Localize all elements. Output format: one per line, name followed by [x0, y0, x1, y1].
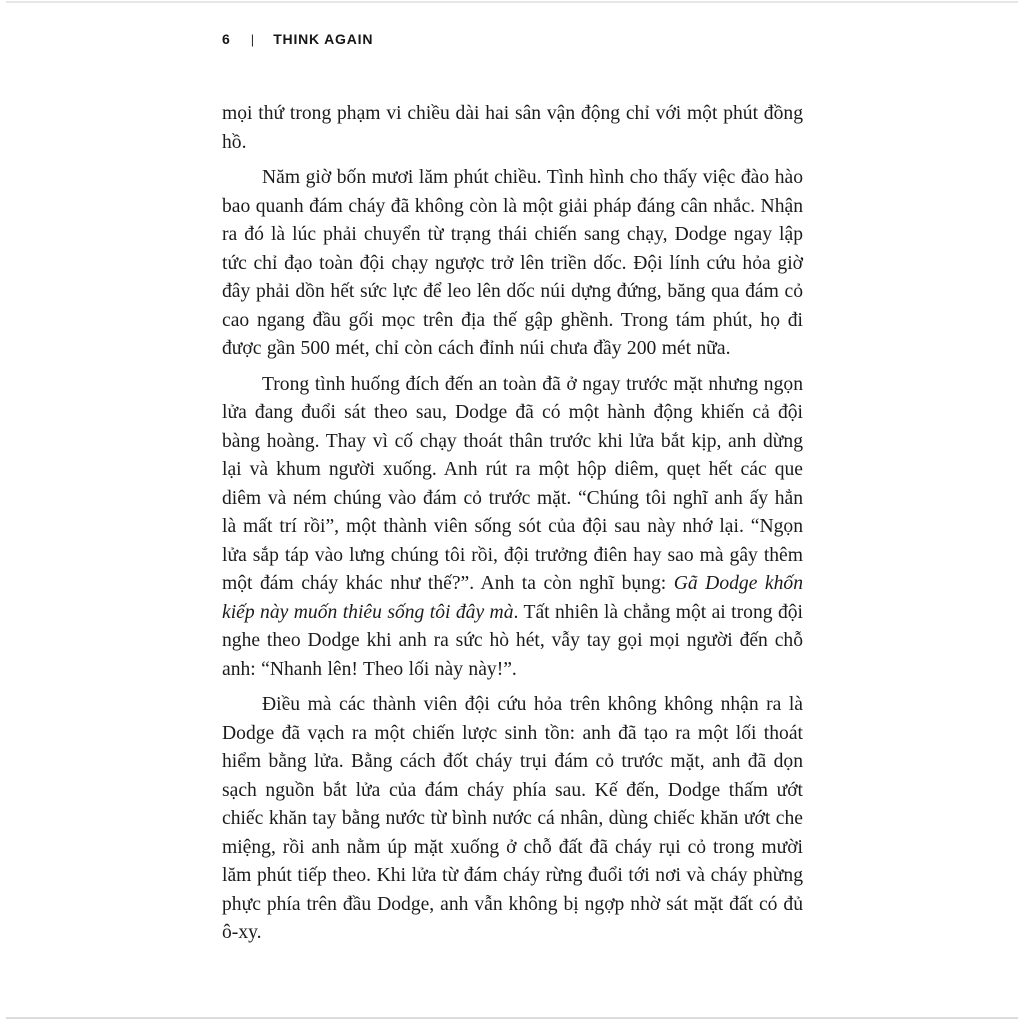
paragraph-text: Trong tình huống đích đến an toàn đã ở ngay trước mặt nhưng ngọn lửa đang đuổi sát theo sau, Dodge đã có một hành động khiến cả đội bàng hoàng. Thay vì cố chạy thoát thân trước khi lửa bắt kịp, anh dừng lại và khum người xuống. Anh rút ra một hộp diêm, quẹt hết các que diêm và ném chúng vào đám cỏ trước mặt. “Chúng tôi nghĩ anh ấy hẳn là mất trí rồi”, một thành viên sống sót của đội sau này nhớ lại. “Ngọn lửa sắp táp vào lưng chúng tôi rồi, đội trưởng điên hay sao mà gây thêm một đám cháy khác như thế?”. Anh ta còn nghĩ bụng: — [222, 373, 803, 594]
header-separator: | — [250, 32, 255, 47]
paragraph-text: . Tất nhiên là chẳng một ai trong đội nghe theo Dodge khi anh ra sức hò hét, vẫy tay gọi mọi người đến chỗ anh: “Nhanh lên! Theo lối này này!”. — [222, 601, 803, 680]
paragraph: Điều mà các thành viên đội cứu hỏa trên không không nhận ra là Dodge đã vạch ra một chiến lược sinh tồn: anh đã tạo ra một lối thoát hiểm bằng lửa. Bằng cách đốt cháy trụi đám cỏ trước mặt, anh đã dọn sạch nguồn bắt lửa của đám cháy phía sau. Kế đến, Dodge thấm ướt chiếc khăn tay bằng nước từ bình nước cá nhân, dùng chiếc khăn ướt che miệng, rồi anh nằm úp mặt xuống ở chỗ đất đã cháy rụi cỏ trong mười lăm phút tiếp theo. Khi lửa từ đám cháy rừng đuổi tới nơi và cháy phừng phực phía trên đầu Dodge, anh vẫn không bị ngợp nhờ sát mặt đất có đủ ô-xy. — [222, 694, 803, 943]
paragraph-continuation: mọi thứ trong phạm vi chiều dài hai sân vận động chỉ với một phút đồng hồ. — [222, 103, 803, 153]
page-body — [222, 100, 803, 948]
page-number: 6 — [222, 31, 230, 47]
paragraph — [222, 371, 803, 685]
page-edge-top — [6, 1, 1018, 3]
paragraph-italic-text: Gã Dodge khốn kiếp này muốn thiêu sống tôi đây mà — [222, 573, 803, 623]
page-edge-bottom — [6, 1017, 1018, 1019]
paragraph: Năm giờ bốn mươi lăm phút chiều. Tình hình cho thấy việc đào hào bao quanh đám cháy đã không còn là một giải pháp đáng cân nhắc. Nhận ra đó là lúc phải chuyển từ trạng thái chiến sang chạy, Dodge ngay lập tức chỉ đạo toàn đội chạy ngược trở lên triền dốc. Đội lính cứu hỏa giờ đây phải dồn hết sức lực để leo lên dốc núi dựng đứng, băng qua đám cỏ cao ngang đầu gối mọc trên địa thế gập ghềnh. Trong tám phút, họ đi được gần 500 mét, chỉ còn cách đỉnh núi chưa đầy 200 mét nữa. — [222, 167, 803, 359]
page-header — [222, 31, 373, 47]
running-title: THINK AGAIN — [273, 31, 374, 47]
